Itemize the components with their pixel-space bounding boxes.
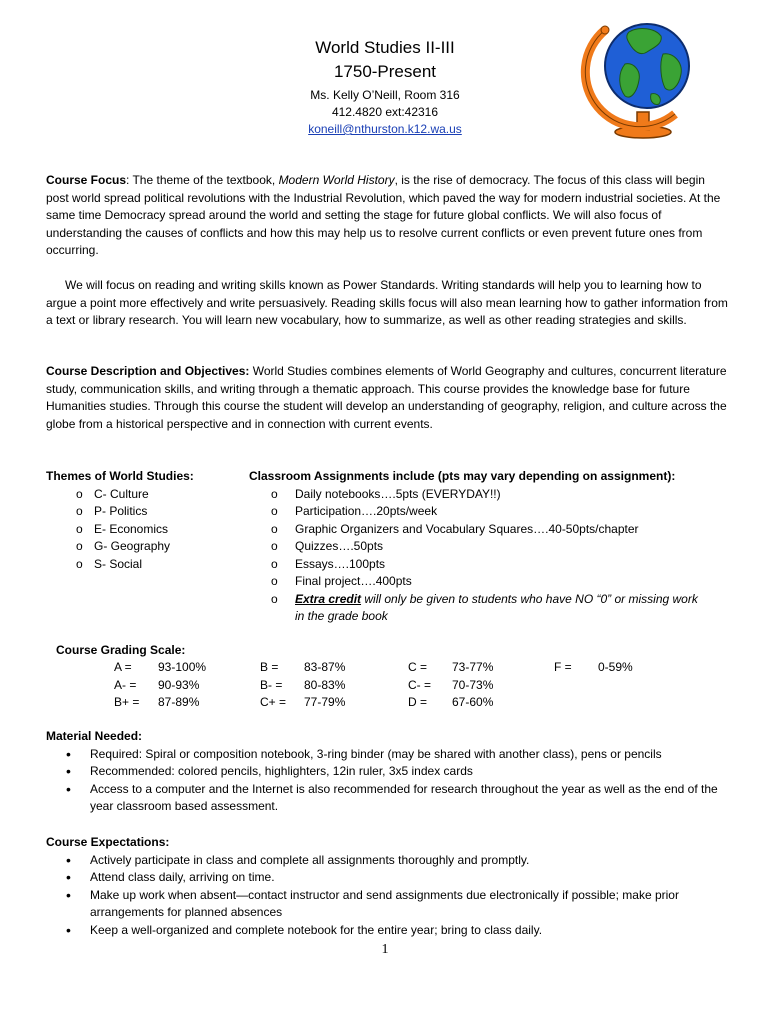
themes-section — [46, 468, 236, 573]
list-item: o Quizzes….50pts — [249, 538, 709, 556]
teacher-phone: 412.4820 ext:42316 — [331, 105, 439, 119]
grade-column: C = 73-77% C- = 70-73% D = 67-60% — [408, 660, 494, 709]
list-item: • Required: Spiral or composition notebook, 3-ring binder (may be shared with another class), pens or pencils — [46, 746, 728, 764]
expectations-list — [46, 852, 728, 940]
teacher-email-link[interactable]: koneill@nthurston.k12.wa.us — [308, 122, 462, 136]
grade-column: A = 93-100% A- = 90-93% B+ = 87-89% — [114, 660, 207, 709]
list-item: o C- Culture — [46, 486, 236, 504]
list-item: • Recommended: colored pencils, highlighters, 12in ruler, 3x5 index cards — [46, 763, 728, 781]
list-item: • Access to a computer and the Internet is also recommended for research throughout the year as well as the end of the year classroom based assessment. — [46, 781, 728, 816]
grade-column: B = 83-87% B- = 80-83% C+ = 77-79% — [260, 660, 346, 709]
list-item: o E- Economics — [46, 521, 236, 539]
list-item: o P- Politics — [46, 503, 236, 521]
list-item: • Keep a well-organized and complete notebook for the entire year; bring to class daily. — [46, 922, 728, 940]
list-item: • Actively participate in class and complete all assignments thoroughly and promptly. — [46, 852, 728, 870]
course-focus-label: Course Focus — [46, 173, 127, 187]
globe-icon — [577, 8, 707, 140]
course-focus-paragraph: Course Focus: The theme of the textbook, Modern World History, is the rise of democracy. The focus of this class will begin post world spread political revolutions with the Industrial Revolution, which paved the way for modern industrial societies. At the same time Democracy spread around the world and setting the stage for future global conflicts. We will also focus of understanding the causes of conflicts and how this may help us to resolve current conflicts or even prevent future ones from occurring. — [46, 173, 721, 257]
expectations-section — [46, 834, 728, 939]
list-item: o Daily notebooks….5pts (EVERYDAY!!) — [249, 486, 709, 504]
materials-section — [46, 728, 728, 816]
list-item: • Attend class daily, arriving on time. — [46, 869, 728, 887]
extra-credit-item: o Extra credit will only be given to students who have NO “0” or missing work in the grade book — [249, 591, 709, 626]
list-item: o Essays….100pts — [249, 556, 709, 574]
course-title: World Studies II-III — [315, 38, 455, 57]
list-item: o Graphic Organizers and Vocabulary Squares….40-50pts/chapter — [249, 521, 709, 539]
themes-list — [46, 486, 236, 574]
grade-column: F = 0-59% — [554, 660, 633, 674]
assignments-list — [249, 486, 709, 626]
list-item: • Make up work when absent—contact instructor and send assignments due electronically if possible; make prior arrangements for planned absences — [46, 887, 728, 922]
list-item: o Final project….400pts — [249, 573, 709, 591]
course-period: 1750-Present — [333, 62, 437, 81]
list-item: o Participation….20pts/week — [249, 503, 709, 521]
list-item: o S- Social — [46, 556, 236, 574]
expectations-heading: Course Expectations: — [46, 835, 170, 849]
description-label: Course Description and Objectives: — [46, 364, 250, 378]
teacher-info: Ms. Kelly O’Neill, Room 316 — [310, 88, 460, 102]
page-number: 1 — [381, 942, 389, 957]
assignments-section — [249, 468, 709, 626]
grading-scale — [56, 642, 696, 709]
materials-list — [46, 746, 728, 816]
power-standards-paragraph: We will focus on reading and writing skills known as Power Standards. Writing standards will help you to learning how to argue a point more effectively and write persuasively. Reading skills focus will also mean learning how to gather information from a text or library research. You will learn new vocabulary, how to summarize, as well as other reading strategies and skills. — [46, 278, 728, 327]
grading-heading: Course Grading Scale: — [56, 643, 186, 657]
materials-heading: Material Needed: — [46, 729, 143, 743]
themes-heading: Themes of World Studies: — [46, 469, 194, 483]
list-item: o G- Geography — [46, 538, 236, 556]
textbook-title: Modern World History — [278, 173, 395, 187]
course-description-paragraph: Course Description and Objectives: World Studies combines elements of World Geography and cultures, concurrent literature study, communication skills, and writing through a thematic approach. This course provides the knowledge base for future Humanities studies. Through this course the student will develop an understanding of geography, religion, and culture across the globe from a historical perspective and in connection with current events. — [46, 364, 727, 431]
assignments-heading: Classroom Assignments include (pts may vary depending on assignment): — [249, 469, 676, 483]
